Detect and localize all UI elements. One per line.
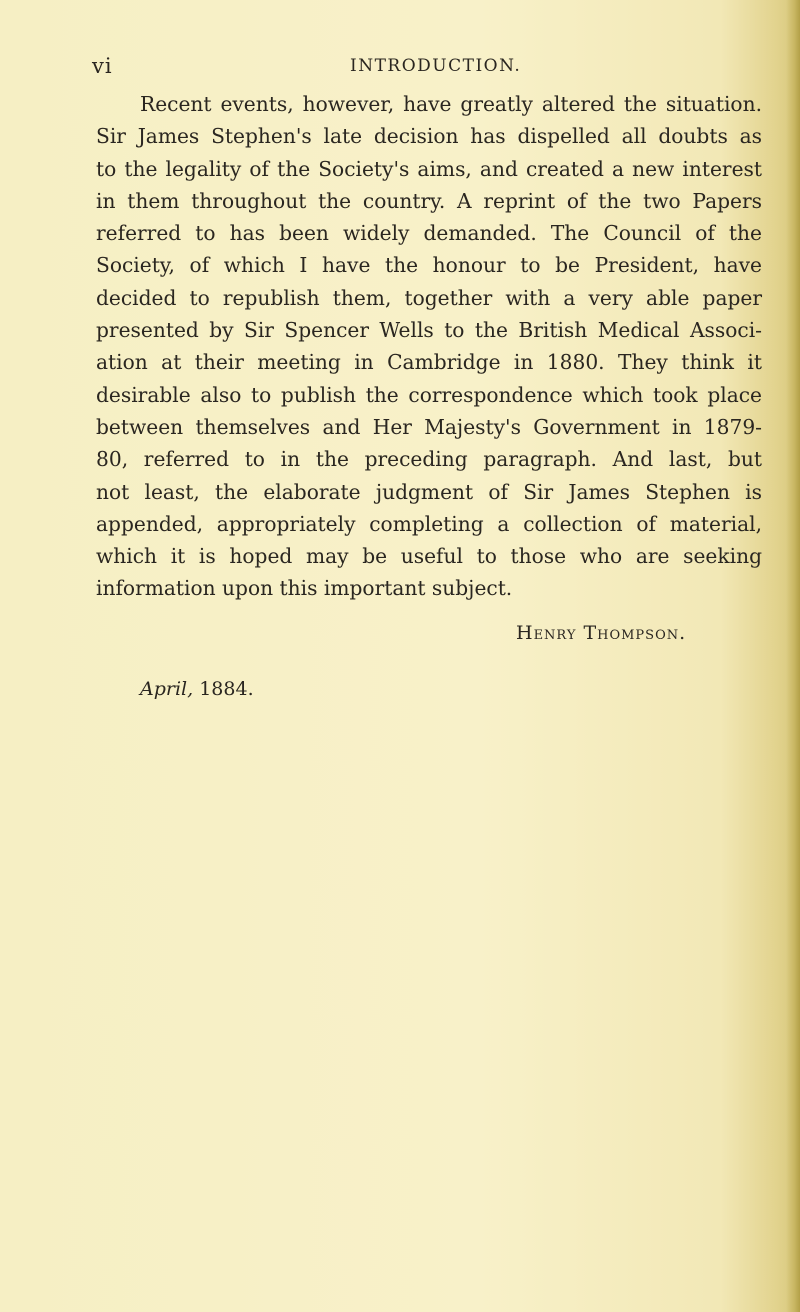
running-head: [92, 54, 732, 82]
paragraph-line: presented by Sir Spencer Wells to the British Medical Associ-: [96, 318, 762, 343]
paragraph-line: not least, the elaborate judgment of Sir James Stephen is: [96, 479, 762, 504]
paragraph-line: 80, referred to in the preceding paragraph. And last, but: [96, 447, 762, 472]
paragraph-line: to the legality of the Society's aims, and created a new interest: [96, 156, 762, 181]
paragraph-line: appended, appropriately completing a collection of material,: [96, 511, 762, 536]
paragraph-line: referred to has been widely demanded. The Council of the: [96, 221, 762, 246]
dateline-year: 1884.: [199, 678, 254, 700]
paragraph-line: Society, of which I have the honour to be President, have: [96, 253, 762, 278]
author-signature: Henry Thompson.: [516, 622, 687, 644]
paragraph-line: desirable also to publish the correspondence which took place: [96, 382, 762, 407]
page-number: vi: [92, 54, 113, 78]
page-edge-shadow: [786, 0, 800, 1312]
paragraph-line: in them throughout the country. A reprint of the two Papers: [96, 188, 762, 213]
dateline: [140, 678, 254, 700]
paragraph-line: ation at their meeting in Cambridge in 1880. They think it: [96, 350, 762, 375]
running-head-title: INTRODUCTION.: [350, 56, 522, 76]
paragraph-line: Recent events, however, have greatly altered the situation.: [140, 92, 762, 116]
paragraph-line: information upon this important subject.: [96, 576, 513, 601]
dateline-month: April,: [140, 678, 194, 700]
paragraph-line: Sir James Stephen's late decision has dispelled all doubts as: [96, 124, 762, 149]
paragraph-line: between themselves and Her Majesty's Government in 1879-: [96, 414, 762, 439]
paragraph-line: decided to republish them, together with a very able paper: [96, 285, 762, 310]
body-paragraph: [96, 88, 762, 605]
paragraph-line: which it is hoped may be useful to those who are seeking: [96, 544, 762, 569]
